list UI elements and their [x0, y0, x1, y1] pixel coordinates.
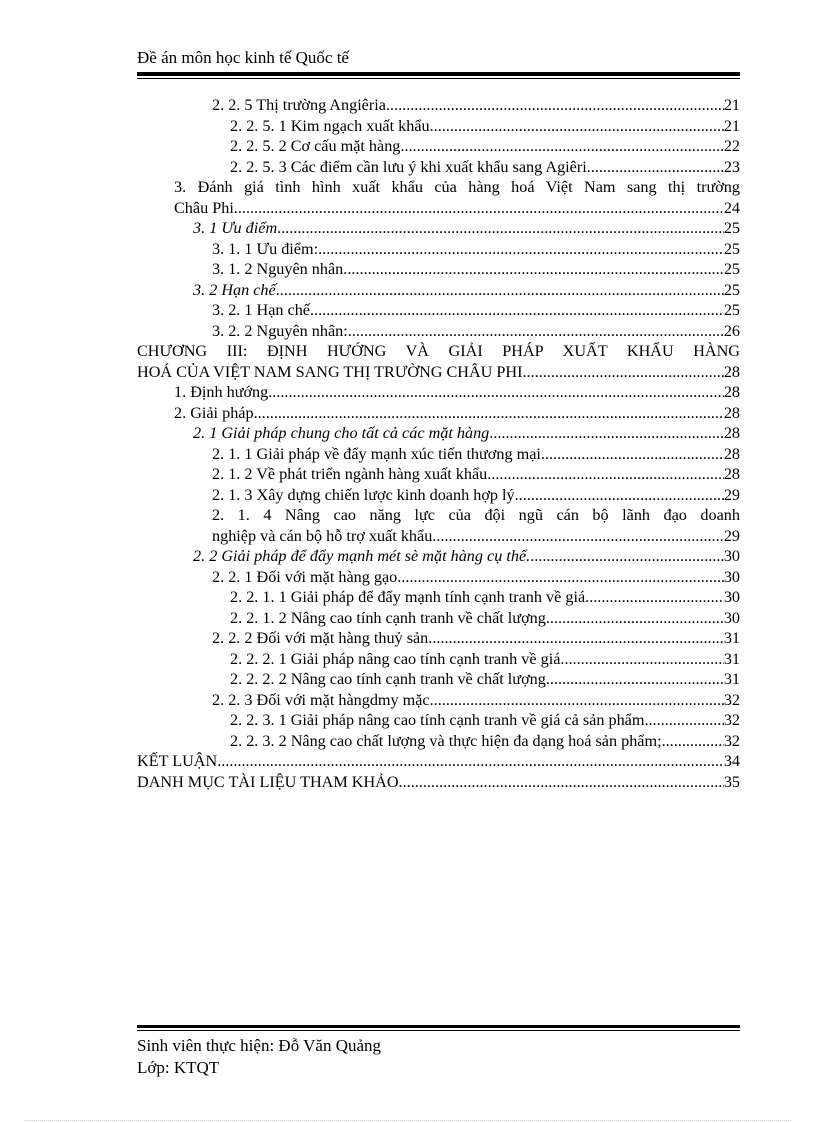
toc-page-number: 31 [723, 670, 740, 688]
toc-entry[interactable] [137, 464, 740, 485]
toc-entry[interactable] [137, 300, 740, 321]
toc-leader-dots [587, 157, 724, 178]
toc-page-number: 34 [723, 752, 740, 770]
toc-entry[interactable] [137, 690, 740, 711]
toc-leader-dots [276, 280, 724, 301]
toc-page-number: 31 [723, 649, 740, 668]
toc-entry[interactable] [137, 505, 740, 546]
toc-entry[interactable] [137, 280, 740, 301]
toc-entry-title: 2. 1 Giải pháp chung cho tất cả các mặt hàng [193, 424, 490, 442]
toc-entry[interactable] [137, 546, 740, 567]
toc-leader-dots [515, 485, 724, 506]
toc-leader-dots [348, 321, 724, 342]
table-of-contents [137, 95, 740, 792]
toc-entry[interactable] [137, 772, 740, 793]
toc-leader-dots [487, 464, 724, 485]
toc-entry-title: 3. 1. 1 Ưu điểm: [212, 239, 319, 258]
toc-entry-title: 2. Giải pháp. [174, 403, 258, 422]
toc-entry-line: 3. Đánh giá tình hình xuất khẩu của hàng hoá Việt Nam sang thị trường [174, 178, 740, 196]
toc-entry[interactable] [137, 485, 740, 506]
toc-page-number: 28 [723, 465, 740, 483]
toc-leader-dots [238, 198, 724, 219]
toc-entry[interactable] [137, 423, 740, 444]
toc-leader-dots [258, 403, 724, 424]
toc-page-number: 32 [723, 711, 740, 729]
footer-rule-thin [137, 1030, 740, 1031]
toc-leader-dots [527, 362, 724, 383]
toc-entry-title: 3. 1 Ưu điểm [193, 219, 278, 237]
toc-entry-title: HOÁ CỦA VIỆT NAM SANG THỊ TRƯỜNG CHÂU PHI. [137, 362, 527, 381]
toc-entry-title: 2. 2. 3. 2 Nâng cao chất lượng và thực hiện đa dạng hoá sản phẩm; [230, 731, 662, 750]
footer-class: Lớp: KTQT [137, 1058, 220, 1077]
toc-leader-dots [662, 731, 724, 752]
toc-entry-title: 2. 2. 5 Thị trường Angiêria [212, 96, 386, 114]
footer-rule-thick [137, 1025, 740, 1028]
toc-entry-title: 2. 2. 3 Đối với mặt hàngdmy mặc [212, 690, 430, 709]
toc-page-number: 31 [723, 629, 740, 647]
toc-entry[interactable] [137, 116, 740, 137]
toc-entry[interactable] [137, 444, 740, 465]
toc-entry[interactable] [137, 341, 740, 382]
toc-entry-line: CHƯƠNG III: ĐỊNH HƯỚNG VÀ GIẢI PHÁP XUẤT KHẨU HÀNG [137, 342, 740, 360]
toc-leader-dots [434, 116, 724, 137]
toc-entry[interactable] [137, 669, 740, 690]
toc-page-number: 26 [723, 321, 740, 340]
toc-leader-dots [541, 444, 724, 465]
toc-page-number: 29 [723, 526, 740, 545]
toc-leader-dots [564, 649, 723, 670]
toc-leader-dots [310, 300, 724, 321]
toc-leader-dots [386, 95, 724, 116]
toc-page-number: 21 [723, 96, 740, 114]
toc-page-number: 24 [723, 198, 740, 217]
toc-entry[interactable] [137, 157, 740, 178]
toc-entry-title: 3. 2. 2 Nguyên nhân: [212, 321, 348, 340]
toc-leader-dots [546, 669, 724, 690]
toc-entry-title: 3. 1. 2 Nguyên nhân. [212, 260, 348, 278]
toc-entry-title: 2. 2. 5. 2 Cơ cấu mặt hàng [230, 137, 401, 155]
toc-leader-dots [428, 628, 724, 649]
toc-page-number: 22 [723, 137, 740, 155]
toc-entry[interactable] [137, 567, 740, 588]
toc-entry-title: 2. 2. 2. 1 Giải pháp nâng cao tính cạnh tranh về giá. [230, 649, 565, 668]
toc-entry[interactable] [137, 218, 740, 239]
toc-leader-dots [550, 608, 724, 629]
toc-entry-title: 1. Định hướng [174, 383, 269, 401]
toc-entry-title: 2. 1. 3 Xây dựng chiến lược kinh doanh hợp lý [212, 485, 515, 504]
toc-page-number: 29 [723, 485, 740, 504]
toc-page-number: 25 [723, 219, 740, 237]
toc-page-number: 28 [723, 383, 740, 401]
toc-entry-title: 2. 1. 1 Giải pháp về đẩy mạnh xúc tiến thương mại [212, 444, 541, 463]
toc-entry[interactable] [137, 259, 740, 280]
toc-entry[interactable] [137, 95, 740, 116]
toc-entry[interactable] [137, 649, 740, 670]
toc-entry-title: 3. 2. 1 Hạn chế [212, 301, 310, 319]
toc-entry[interactable] [137, 710, 740, 731]
toc-entry-title: 2. 2. 1. 1 Giải pháp để đẩy mạnh tính cạnh tranh về giá. [230, 588, 590, 606]
toc-entry[interactable] [137, 587, 740, 608]
toc-leader-dots [399, 772, 724, 793]
toc-page-number: 28 [723, 424, 740, 442]
toc-entry[interactable] [137, 177, 740, 218]
toc-entry[interactable] [137, 731, 740, 752]
toc-page-number: 30 [723, 547, 740, 565]
toc-page-number: 28 [723, 444, 740, 463]
toc-leader-dots [217, 751, 724, 772]
toc-entry-title: 2. 1. 2 Về phát triển ngành hàng xuất khẩu [212, 465, 488, 483]
page-bottom-dotted-line [25, 1120, 791, 1121]
toc-leader-dots [430, 690, 724, 711]
toc-page-number: 30 [723, 608, 740, 627]
toc-leader-dots [644, 710, 723, 731]
toc-entry[interactable] [137, 628, 740, 649]
toc-page-number: 28 [723, 403, 740, 422]
toc-entry-title: 2. 2 Giải pháp để đẩy mạnh mét sè mặt hàng cụ thể. [193, 547, 531, 565]
toc-page-number: 35 [723, 772, 740, 791]
toc-page-number: 25 [723, 239, 740, 258]
toc-page-number: 25 [723, 301, 740, 319]
footer-student: Sinh viên thực hiện: Đỗ Văn Quảng [137, 1036, 382, 1055]
toc-entry[interactable] [137, 608, 740, 629]
toc-leader-dots [397, 567, 724, 588]
toc-leader-dots [400, 136, 723, 157]
toc-leader-dots [436, 526, 723, 547]
toc-page-number: 21 [723, 116, 740, 135]
toc-entry-title: 3. 2 Hạn chế [193, 280, 276, 299]
toc-entry-title: 2. 2. 2. 2 Nâng cao tính cạnh tranh về chất lượng [230, 670, 546, 688]
toc-page-number: 30 [723, 567, 740, 586]
toc-page-number: 32 [723, 731, 740, 750]
toc-leader-dots [268, 382, 724, 403]
header-rule-thick [137, 72, 740, 76]
toc-leader-dots [318, 239, 724, 260]
toc-page-number: 25 [723, 280, 740, 299]
toc-entry-title: 2. 2. 1. 2 Nâng cao tính cạnh tranh về chất lượng. [230, 608, 550, 627]
page-header-title: Đề án môn học kinh tế Quốc tế [137, 48, 349, 67]
toc-entry-title: 2. 2. 5. 3 Các điểm cần lưu ý khi xuất khẩu sang Agiêri [230, 157, 587, 176]
toc-page-number: 23 [723, 157, 740, 176]
toc-entry[interactable] [137, 403, 740, 424]
toc-entry[interactable] [137, 382, 740, 403]
toc-page-number: 25 [723, 260, 740, 278]
toc-entry[interactable] [137, 239, 740, 260]
toc-entry-title: 2. 2. 2 Đối với mặt hàng thuỷ sản [212, 629, 429, 647]
toc-entry[interactable] [137, 321, 740, 342]
toc-page-number: 28 [723, 362, 740, 381]
toc-entry-title: DANH MỤC TÀI LIỆU THAM KHẢO [137, 772, 399, 791]
toc-entry[interactable] [137, 136, 740, 157]
toc-entry-line: 2. 1. 4 Nâng cao năng lực của đội ngũ cán bộ lãnh đạo doanh [212, 506, 740, 524]
toc-leader-dots [277, 218, 724, 239]
toc-leader-dots [347, 259, 723, 280]
toc-leader-dots [489, 423, 724, 444]
toc-leader-dots [530, 546, 724, 567]
header-rule-thin [137, 78, 740, 79]
toc-entry-title: 2. 2. 3. 1 Giải pháp nâng cao tính cạnh tranh về giá cả sản phẩm [230, 711, 645, 729]
toc-entry-title: 2. 2. 1 Đối với mặt hàng gạo [212, 567, 398, 586]
toc-entry-title: nghiệp và cán bộ hỗ trợ xuất khẩu. [212, 526, 437, 545]
toc-entry-title: Châu Phi. [174, 198, 238, 217]
toc-page-number: 32 [723, 690, 740, 709]
toc-entry-title: 2. 2. 5. 1 Kim ngạch xuất khẩu. [230, 116, 434, 135]
toc-page-number: 30 [723, 588, 740, 606]
page-footer [137, 1035, 381, 1079]
toc-entry-title: KẾT LUẬN [137, 752, 218, 770]
toc-entry[interactable] [137, 751, 740, 772]
toc-leader-dots [589, 587, 724, 608]
